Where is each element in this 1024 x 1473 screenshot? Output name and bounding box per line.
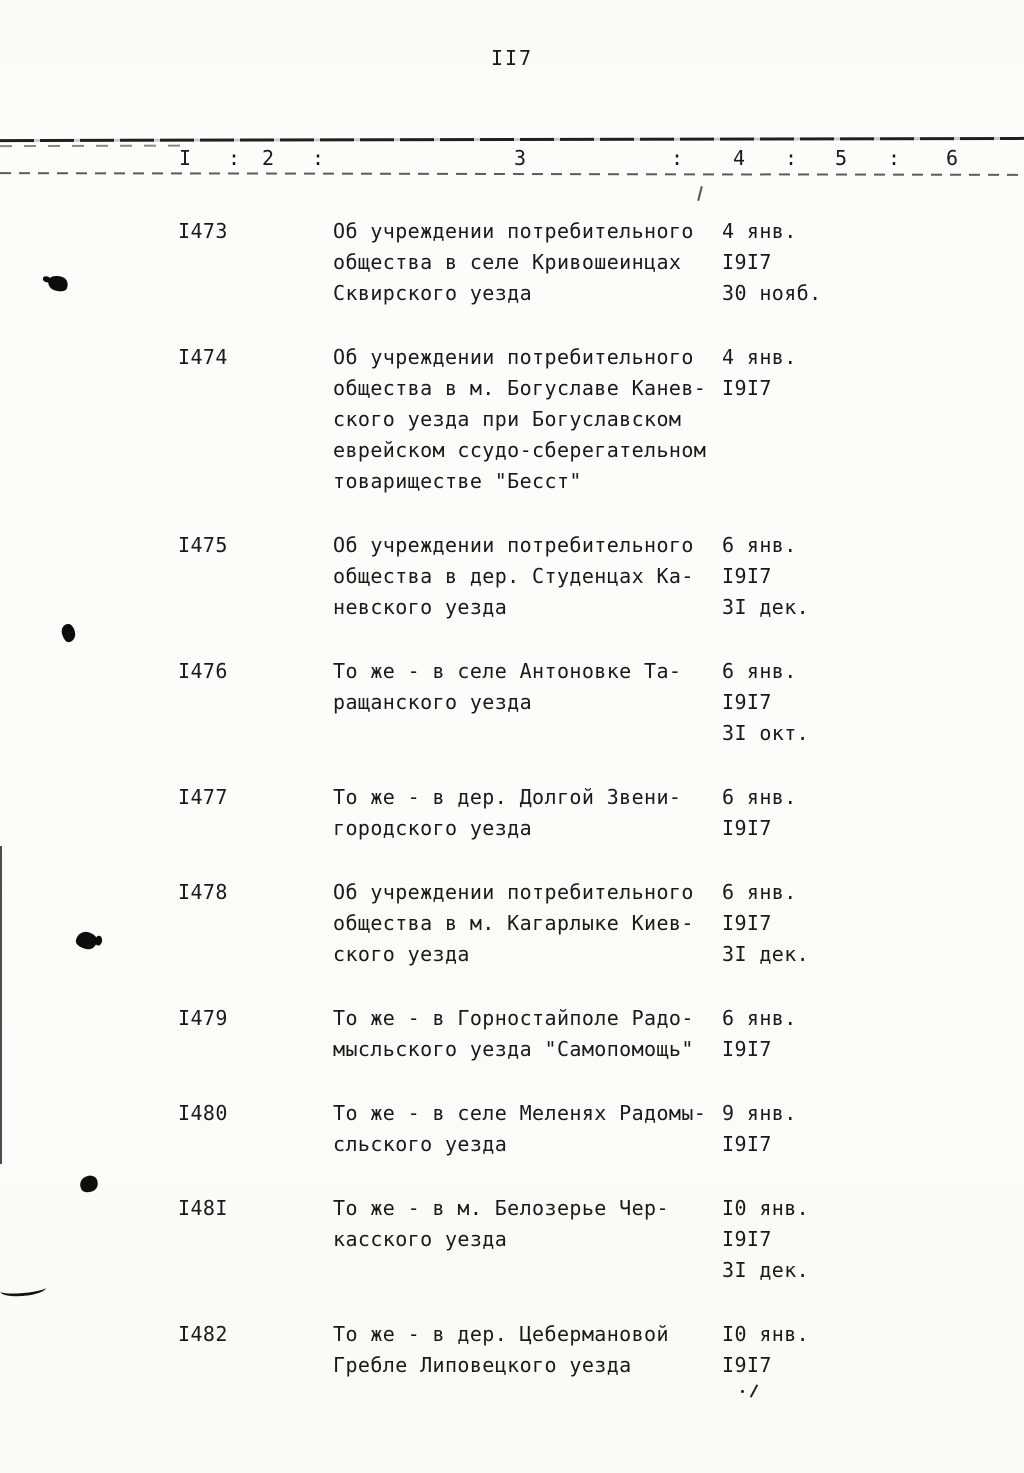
column-separator: : — [785, 146, 798, 170]
table-row — [0, 877, 1024, 970]
description-line: товариществе "Бесст" — [333, 469, 582, 493]
entry-description — [333, 216, 722, 309]
description-line: То же - в дер. Долгой Звени- — [333, 785, 682, 809]
entries — [0, 216, 1024, 1414]
description-line: То же - в селе Меленях Радомы- — [333, 1101, 707, 1125]
date-line: I9I7 — [722, 250, 772, 274]
description-line: ращанского уезда — [333, 690, 533, 714]
column-separator: : — [228, 146, 241, 170]
column-header-4: 4 — [733, 146, 746, 170]
entry-number: I482 — [178, 1322, 228, 1346]
date-line: 6 янв. — [722, 880, 797, 904]
date-line: 3I дек. — [722, 1258, 810, 1282]
entry-dates — [722, 1193, 809, 1286]
entry-description — [333, 1098, 722, 1160]
date-line: 4 янв. — [722, 219, 797, 243]
entry-number: I475 — [178, 533, 228, 557]
entry-number: I48I — [178, 1196, 228, 1220]
date-line: 3I дек. — [722, 942, 810, 966]
table-row — [0, 656, 1024, 749]
date-line: 6 янв. — [722, 659, 797, 683]
column-header-6: 6 — [946, 146, 959, 170]
description-line: Об учреждении потребительного — [333, 880, 694, 904]
table-row — [0, 342, 1024, 497]
entry-description — [333, 656, 722, 749]
date-line: I0 янв. — [722, 1196, 810, 1220]
table-row — [0, 782, 1024, 844]
date-line: I9I7 — [722, 1132, 772, 1156]
table-row — [0, 1319, 1024, 1381]
table-header — [0, 146, 1024, 170]
description-line: Об учреждении потребительного — [333, 533, 694, 557]
entry-description — [333, 1003, 722, 1065]
table-row — [0, 1193, 1024, 1286]
date-line: 6 янв. — [722, 533, 797, 557]
description-line: общества в м. Кагарлыке Киев- — [333, 911, 694, 935]
column-header-1: I — [179, 146, 192, 170]
table-row — [0, 1098, 1024, 1160]
date-line: I9I7 — [722, 690, 772, 714]
date-line: I9I7 — [722, 1037, 772, 1061]
description-line: Сквирского уезда — [333, 281, 533, 305]
date-line: 9 янв. — [722, 1101, 797, 1125]
date-line: I9I7 — [722, 911, 772, 935]
page-number: II7 — [490, 46, 534, 70]
description-line: сльского уезда — [333, 1132, 508, 1156]
description-line: общества в селе Кривошеинцах — [333, 250, 682, 274]
entry-number: I474 — [178, 345, 228, 369]
entry-dates — [722, 782, 797, 844]
entry-dates — [722, 1003, 797, 1065]
description-line: касского уезда — [333, 1227, 508, 1251]
date-line: 3I дек. — [722, 595, 810, 619]
table-header-underline — [0, 172, 1024, 176]
table-row — [0, 216, 1024, 309]
entry-description — [333, 782, 722, 844]
column-header-2: 2 — [262, 146, 275, 170]
entry-number: I473 — [178, 219, 228, 243]
description-line: То же - в дер. Цебермановой — [333, 1322, 669, 1346]
date-line: I9I7 — [722, 1227, 772, 1251]
description-line: То же - в Горностайполе Радо- — [333, 1006, 694, 1030]
entry-description — [333, 1193, 722, 1286]
column-separator: : — [888, 146, 901, 170]
entry-dates — [722, 1098, 797, 1160]
date-line: 4 янв. — [722, 345, 797, 369]
table-top-rule — [0, 137, 1024, 142]
description-line: городского уезда — [333, 816, 533, 840]
stray-mark — [697, 186, 703, 201]
description-line: Об учреждении потребительного — [333, 219, 694, 243]
date-line: 30 нояб. — [722, 281, 822, 305]
entry-dates — [722, 342, 797, 497]
date-line: I9I7 — [722, 376, 772, 400]
description-line: мысльского уезда "Самопомощь" — [333, 1037, 694, 1061]
date-line: I9I7 — [722, 1353, 772, 1377]
entry-dates — [722, 656, 809, 749]
entry-number: I479 — [178, 1006, 228, 1030]
description-line: общества в дер. Студенцах Ка- — [333, 564, 694, 588]
description-line: Гребле Липовецкого уезда — [333, 1353, 632, 1377]
description-line: невского уезда — [333, 595, 508, 619]
table-row — [0, 1003, 1024, 1065]
description-line: То же - в м. Белозерье Чер- — [333, 1196, 669, 1220]
scan-edge-streak — [0, 846, 2, 1164]
entry-description — [333, 342, 722, 497]
description-line: ского уезда — [333, 942, 470, 966]
column-header-5: 5 — [835, 146, 848, 170]
date-line: 6 янв. — [722, 1006, 797, 1030]
table-row — [0, 530, 1024, 623]
date-line: 3I окт. — [722, 721, 810, 745]
description-line: еврейском ссудо-сберегательном — [333, 438, 707, 462]
column-separator: : — [671, 146, 684, 170]
entry-dates — [722, 530, 809, 623]
description-line: Об учреждении потребительного — [333, 345, 694, 369]
entry-dates — [722, 216, 822, 309]
entry-description — [333, 530, 722, 623]
entry-number: I477 — [178, 785, 228, 809]
date-line: I9I7 — [722, 816, 772, 840]
date-line: 6 янв. — [722, 785, 797, 809]
entry-description — [333, 877, 722, 970]
entry-description — [333, 1319, 722, 1381]
column-header-3: 3 — [514, 146, 527, 170]
description-line: То же - в селе Антоновке Та- — [333, 659, 682, 683]
description-line: общества в м. Богуславе Канев- — [333, 376, 707, 400]
stray-mark — [741, 1390, 744, 1393]
date-line: I9I7 — [722, 564, 772, 588]
entry-number: I476 — [178, 659, 228, 683]
date-line: I0 янв. — [722, 1322, 810, 1346]
column-separator: : — [312, 146, 325, 170]
description-line: ского уезда при Богуславском — [333, 407, 682, 431]
entry-dates — [722, 877, 809, 970]
entry-number: I478 — [178, 880, 228, 904]
entry-dates — [722, 1319, 809, 1381]
entry-number: I480 — [178, 1101, 228, 1125]
